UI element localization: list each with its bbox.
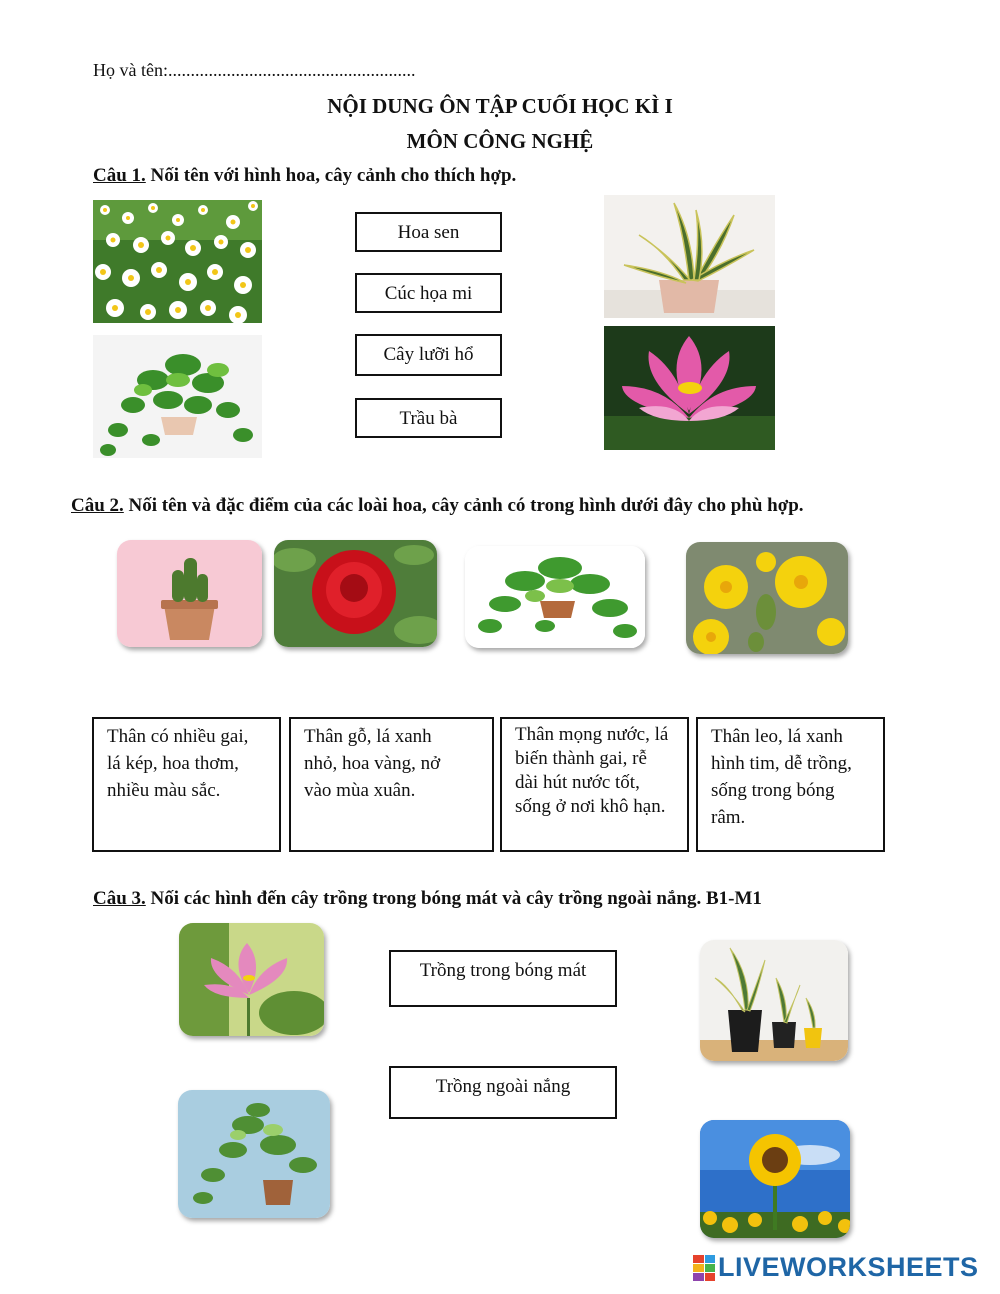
question-2-text: Nối tên và đặc điểm của các loài hoa, cây cảnh có trong hình dưới đây cho phù hợp. xyxy=(123,495,804,516)
question-2-number: Câu 2. xyxy=(71,495,124,516)
question-3-number: Câu 3. xyxy=(93,888,146,909)
logo-text: LIVEWORKSHEETS xyxy=(718,1252,979,1282)
description-box-3[interactable] xyxy=(500,717,689,852)
rose-image[interactable] xyxy=(274,540,437,647)
label-box-cay-luoi-ho[interactable] xyxy=(355,334,502,376)
daisy-field-image[interactable] xyxy=(93,200,262,323)
label-text: Trầu bà xyxy=(399,408,458,429)
liveworksheets-logo xyxy=(693,1252,979,1283)
question-3 xyxy=(93,888,762,910)
description-line: râm. xyxy=(711,807,746,828)
description-line: Thân gỗ, lá xanh xyxy=(304,726,432,747)
page-subtitle: MÔN CÔNG NGHỆ xyxy=(406,129,594,153)
label-box-shade[interactable] xyxy=(389,950,617,1007)
description-line: lá kép, hoa thơm, xyxy=(107,753,239,774)
question-1-text: Nối tên với hình hoa, cây cảnh cho thích hợp. xyxy=(145,165,517,186)
sunflower-image[interactable] xyxy=(700,1120,850,1238)
description-line: Thân leo, lá xanh xyxy=(711,726,843,747)
question-1-number: Câu 1. xyxy=(93,165,146,186)
description-line: nhỏ, hoa vàng, nở xyxy=(304,753,441,774)
description-box-1[interactable] xyxy=(92,717,281,852)
description-line: dài hút nước tốt, xyxy=(515,772,640,793)
yellow-apricot-blossom-image[interactable] xyxy=(686,542,848,654)
description-line: sống trong bóng xyxy=(711,780,835,801)
description-line: Thân mọng nước, lá xyxy=(515,724,669,745)
label-box-trau-ba[interactable] xyxy=(355,398,502,438)
question-1 xyxy=(93,165,516,187)
description-line: nhiều màu sắc. xyxy=(107,780,221,801)
pothos-pot-image[interactable] xyxy=(178,1090,330,1218)
cactus-image[interactable] xyxy=(117,540,262,647)
description-line: sống ở nơi khô hạn. xyxy=(515,796,666,817)
label-box-cuc-hoa-mi[interactable] xyxy=(355,273,502,313)
lotus-flower-image[interactable] xyxy=(604,326,775,450)
snake-plants-pots-image[interactable] xyxy=(700,940,848,1061)
label-box-sun[interactable] xyxy=(389,1066,617,1119)
description-box-4[interactable] xyxy=(696,717,885,852)
pothos-plant-image[interactable] xyxy=(93,335,262,458)
label-box-hoa-sen[interactable] xyxy=(355,212,502,252)
description-box-2[interactable] xyxy=(289,717,494,852)
page-title: NỘI DUNG ÔN TẬP CUỐI HỌC KÌ I xyxy=(327,94,673,118)
label-text: Trồng trong bóng mát xyxy=(419,960,587,981)
description-line: vào mùa xuân. xyxy=(304,780,416,801)
question-3-text: Nối các hình đến cây trồng trong bóng mát và cây trồng ngoài nắng. B1-M1 xyxy=(145,888,762,909)
liveworksheets-logo-icon xyxy=(693,1255,715,1281)
description-line: biến thành gai, rễ xyxy=(515,748,647,769)
pink-lotus-image[interactable] xyxy=(179,923,324,1036)
description-line: hình tim, dễ trồng, xyxy=(711,753,852,774)
label-text: Hoa sen xyxy=(397,222,460,243)
label-text: Cây lưỡi hổ xyxy=(383,344,474,365)
label-text: Cúc họa mi xyxy=(384,283,473,304)
label-text: Trồng ngoài nắng xyxy=(435,1076,571,1097)
snake-plant-image[interactable] xyxy=(604,195,775,318)
description-line: Thân có nhiều gai, xyxy=(107,726,249,747)
question-2 xyxy=(71,495,804,517)
name-field[interactable]: Họ và tên:....................................................... xyxy=(93,60,416,80)
pothos-hanging-image[interactable] xyxy=(465,546,645,648)
